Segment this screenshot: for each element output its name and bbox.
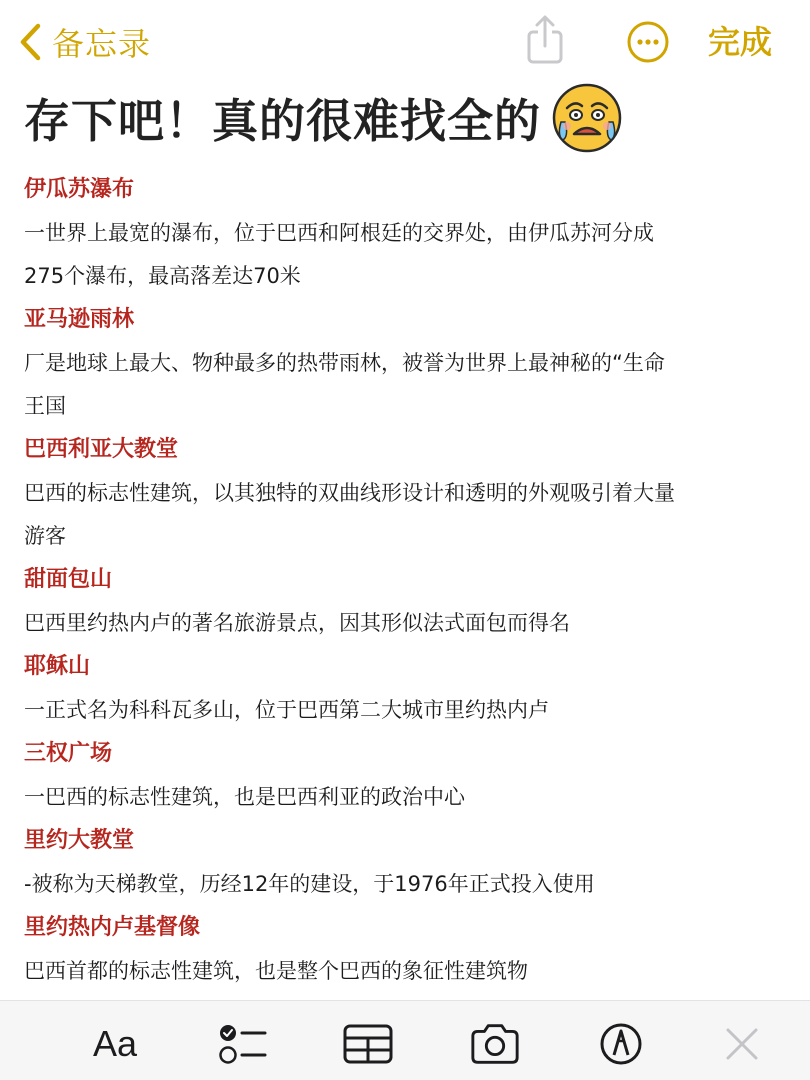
section-line: 一正式名为科科瓦多山，位于巴西第二大城市里约热内卢: [24, 698, 549, 722]
share-icon[interactable]: [524, 14, 566, 66]
section-three-powers: [24, 732, 794, 819]
checklist-button[interactable]: [216, 1021, 268, 1067]
camera-icon: [469, 1022, 521, 1066]
section-christ-statue: [24, 906, 794, 993]
section-line: 游客: [24, 524, 66, 548]
section-heading: 耶稣山: [24, 654, 91, 679]
section-line: 巴西的标志性建筑，以其独特的双曲线形设计和透明的外观吸引着大量: [24, 481, 675, 505]
format-button[interactable]: [89, 1021, 141, 1067]
more-icon[interactable]: [626, 20, 670, 64]
section-line: 一巴西的标志性建筑，也是巴西利亚的政治中心: [24, 785, 465, 809]
checklist-icon: [217, 1021, 267, 1067]
section-rio-cathedral: [24, 819, 794, 906]
section-line: 厂是地球上最大、物种最多的热带雨林，被誉为世界上最神秘的“生命: [24, 351, 665, 375]
section-line: -被称为天梯教堂，历经12年的建设，于1976年正式投入使用: [24, 872, 595, 896]
done-button[interactable]: 完成: [708, 23, 773, 61]
back-button[interactable]: [18, 20, 151, 64]
section-line: 巴西首都的标志性建筑，也是整个巴西的象征性建筑物: [24, 959, 528, 983]
section-heading: 甜面包山: [24, 567, 113, 592]
section-sugarloaf: [24, 558, 794, 645]
section-amazon: [24, 298, 794, 428]
table-icon: [342, 1023, 394, 1065]
section-heading: 亚马逊雨林: [24, 307, 135, 332]
navigation-bar: [0, 0, 810, 84]
markup-icon: [598, 1021, 644, 1067]
close-icon: [724, 1026, 760, 1062]
camera-button[interactable]: [469, 1021, 521, 1067]
section-corcovado: [24, 645, 794, 732]
note-body[interactable]: [24, 168, 794, 993]
section-heading: 巴西利亚大教堂: [24, 437, 179, 462]
table-button[interactable]: [342, 1021, 394, 1067]
format-icon: Aa: [92, 1023, 138, 1064]
note-title[interactable]: 存下吧！真的很难找全的: [24, 94, 541, 148]
section-heading: 里约大教堂: [24, 828, 135, 853]
section-heading: 里约热内卢基督像: [24, 915, 201, 940]
section-heading: 伊瓜苏瀑布: [24, 177, 135, 202]
crying-face-icon: [547, 78, 627, 158]
section-line: 一世界上最宽的瀑布，位于巴西和阿根廷的交界处，由伊瓜苏河分成: [24, 221, 654, 245]
back-button-label: 备忘录: [52, 25, 152, 63]
markup-button[interactable]: [595, 1021, 647, 1067]
section-line: 王国: [24, 394, 66, 418]
section-iguazu: [24, 168, 794, 298]
section-line: 巴西里约热内卢的著名旅游景点，因其形似法式面包而得名: [24, 611, 570, 635]
section-heading: 三权广场: [24, 741, 113, 766]
note-title-row: [24, 76, 627, 160]
bottom-toolbar: [0, 1000, 810, 1080]
section-line: 275个瀑布，最高落差达70米: [24, 264, 301, 288]
chevron-left-icon: [18, 22, 44, 62]
close-keyboard-button[interactable]: [716, 1021, 768, 1067]
section-brasilia-cathedral: [24, 428, 794, 558]
